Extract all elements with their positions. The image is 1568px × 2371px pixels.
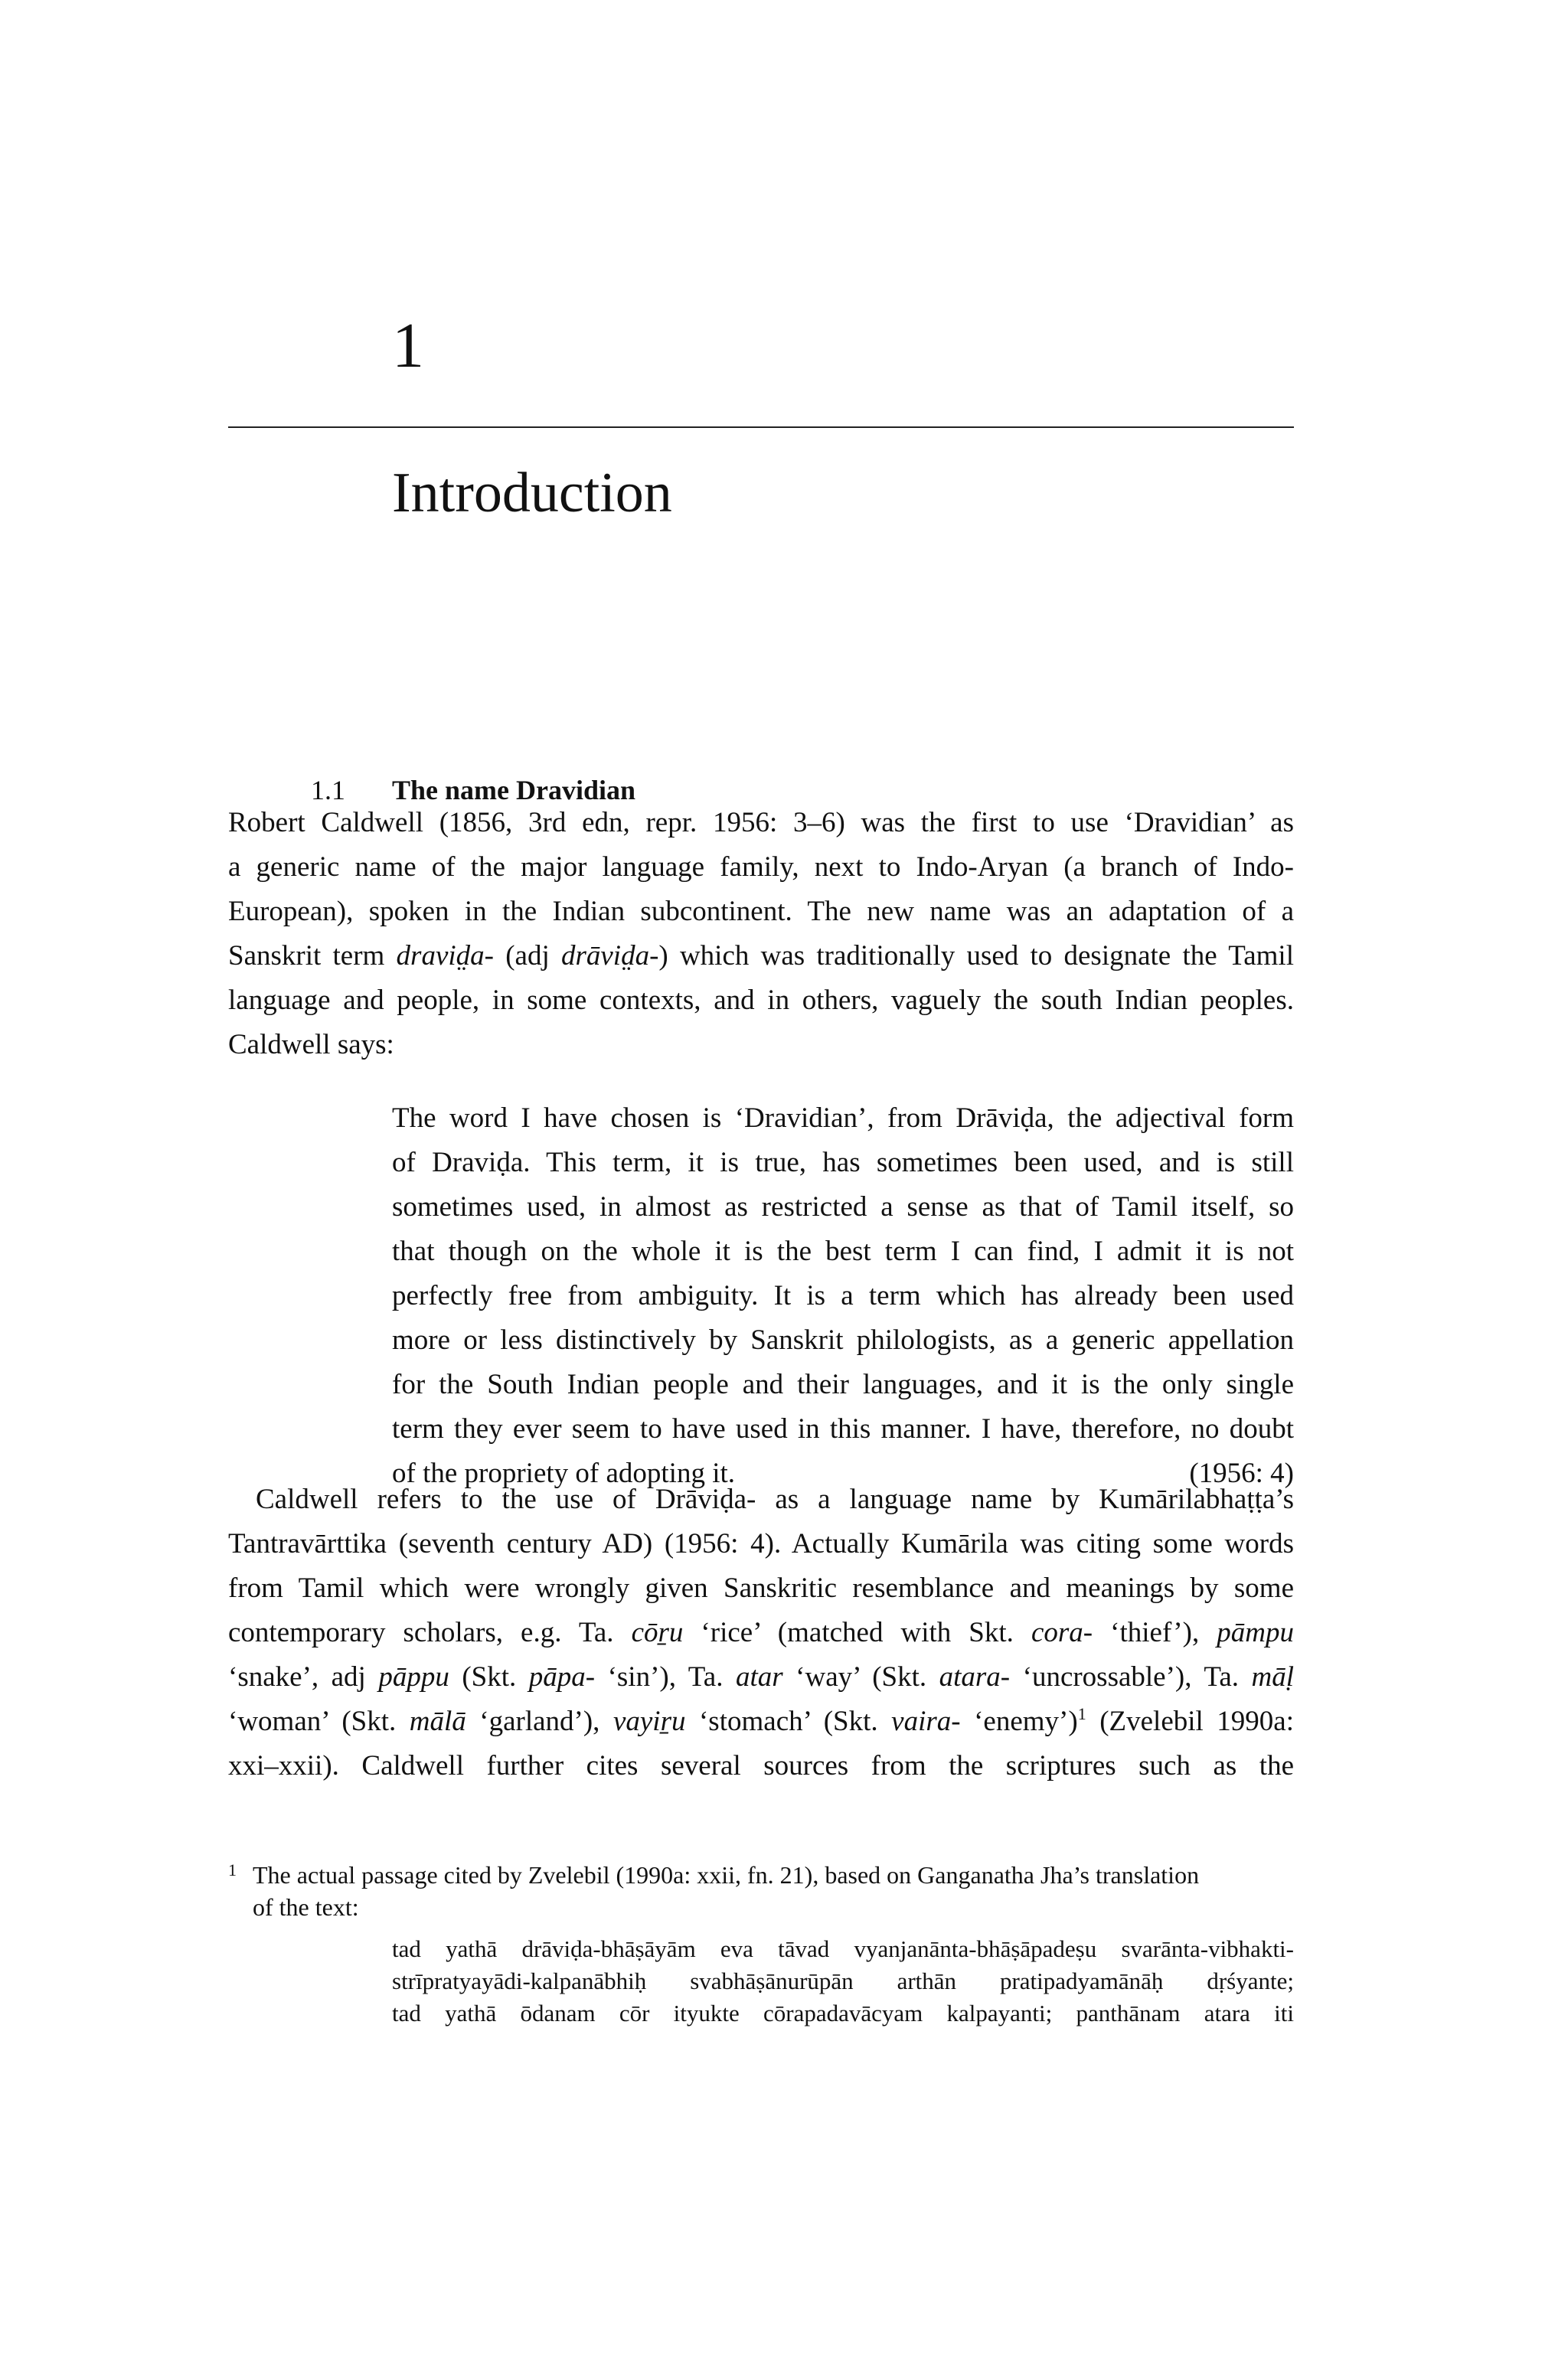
p1-line: Robert Caldwell (1856, 3rd edn, repr. 1956: 3–6) was the first to use ‘Dravidian’ as [228, 807, 1294, 838]
footnote-text: The actual passage cited by Zvelebil (1990a: xxii, fn. 21), based on Ganganatha Jha’s translation [253, 1861, 1200, 1889]
footnote-line [228, 1854, 1294, 1891]
footnote-ref[interactable]: 1 [1077, 1704, 1086, 1723]
footnote-quote-line: tad yathā ōdanam cōr ityukte cōrapadavācyam kalpayanti; panthānam atara iti [392, 2000, 1294, 2026]
text: ‘way’ (Skt. [782, 1661, 939, 1693]
p2-line [228, 1655, 1294, 1700]
quote-line: The word I have chosen is ‘Dravidian’, from Drāviḍa, the adjectival form [392, 1102, 1294, 1134]
p1-line: a generic name of the major language family, next to Indo-Aryan (a branch of Indo- [228, 851, 1294, 883]
term: drāvid̤a- [560, 940, 659, 972]
p1-line: European), spoken in the Indian subcontinent. The new name was an adaptation of a [228, 896, 1294, 927]
chapter-number: 1 [392, 310, 424, 381]
text: contemporary scholars, e.g. Ta. [228, 1617, 632, 1648]
term: vaira- [891, 1706, 961, 1737]
term: cōṟu [631, 1617, 684, 1648]
term: pāmpu [1217, 1617, 1294, 1648]
footnote [228, 1854, 1294, 1923]
text: (Skt. [449, 1661, 529, 1693]
footnote-quote [392, 1933, 1294, 2030]
quote-line: for the South Indian people and their languages, and it is the only single [392, 1369, 1294, 1400]
footnote-quote-line: tad yathā drāviḍa-bhāṣāyām eva tāvad vyanjanānta-bhāṣāpadeṣu svarānta-vibhakti- [392, 1935, 1294, 1962]
quote-line: that though on the whole it is the best term I can find, I admit it is not [392, 1236, 1294, 1267]
footnote-quote-line: strīpratyayādi-kalpanābhiḥ svabhāṣānurūpān arthān pratipadyamānāḥ dṛśyante; [392, 1968, 1294, 1994]
p2-line: Tantravārttika (seventh century AD) (1956: 4). Actually Kumārila was citing some words [228, 1528, 1294, 1559]
p1-line-italics [228, 934, 1294, 978]
text: ‘sin’), Ta. [595, 1661, 736, 1693]
p1-line: language and people, in some contexts, and in others, vaguely the south Indian peoples. [228, 985, 1294, 1016]
term: dravid̤a- [396, 940, 494, 972]
text: (Zvelebil 1990a: [1086, 1706, 1295, 1737]
term: vayiṟu [612, 1706, 686, 1737]
quote-line: more or less distinctively by Sanskrit philologists, as a generic appellation [392, 1324, 1294, 1356]
term: cora- [1031, 1617, 1093, 1648]
quote-line: term they ever seem to have used in this manner. I have, therefore, no doubt [392, 1413, 1294, 1445]
term: atar [735, 1661, 783, 1693]
text: ‘woman’ (Skt. [228, 1706, 410, 1737]
paragraph-1 [228, 801, 1294, 1067]
quote-line: perfectly free from ambiguity. It is a term which has already been used [392, 1280, 1294, 1311]
footnote-line: of the text: [253, 1893, 359, 1921]
chapter-rule [228, 426, 1294, 428]
p2-line: from Tamil which were wrongly given Sanskritic resemblance and meanings by some [228, 1573, 1294, 1604]
text: ‘stomach’ (Skt. [685, 1706, 892, 1737]
text: ‘snake’, adj [228, 1661, 379, 1693]
term: pāpa- [528, 1661, 596, 1693]
text: ) which was traditionally used to designate the Tamil [658, 940, 1294, 972]
footnote-mark: 1 [228, 1860, 237, 1879]
chapter-title: Introduction [392, 462, 672, 524]
term: atara- [939, 1661, 1011, 1693]
quote-line: sometimes used, in almost as restricted a sense as that of Tamil itself, so [392, 1191, 1294, 1223]
paragraph-2 [228, 1478, 1294, 1788]
section-title: The name Dravidian [392, 775, 636, 805]
term: mālā [409, 1706, 466, 1737]
text: ‘thief’), [1093, 1617, 1217, 1648]
text: (adj [493, 940, 561, 972]
p1-line: Caldwell says: [228, 1029, 394, 1060]
text: ‘rice’ (matched with Skt. [683, 1617, 1031, 1648]
term: māḷ [1251, 1661, 1295, 1693]
p2-line: Caldwell refers to the use of Drāviḍa- as a language name by Kumārilabhaṭṭa’s [256, 1484, 1294, 1515]
term: pāppu [378, 1661, 449, 1693]
quote-citation: (1956: 4) [1189, 1458, 1294, 1489]
text: ‘garland’), [466, 1706, 613, 1737]
quote-line: of Draviḍa. This term, it is true, has sometimes been used, and is still [392, 1147, 1294, 1178]
quote-text: of the propriety of adopting it. [392, 1458, 736, 1489]
text: ‘uncrossable’), Ta. [1010, 1661, 1252, 1693]
text: ‘enemy’) [960, 1706, 1078, 1737]
text: Sanskrit term [228, 940, 397, 972]
p2-line [228, 1700, 1294, 1744]
p2-line: xxi–xxii). Caldwell further cites several sources from the scriptures such as the [228, 1750, 1294, 1782]
section-number: 1.1 [311, 775, 345, 805]
block-quote [392, 1096, 1294, 1496]
p2-line [228, 1611, 1294, 1655]
